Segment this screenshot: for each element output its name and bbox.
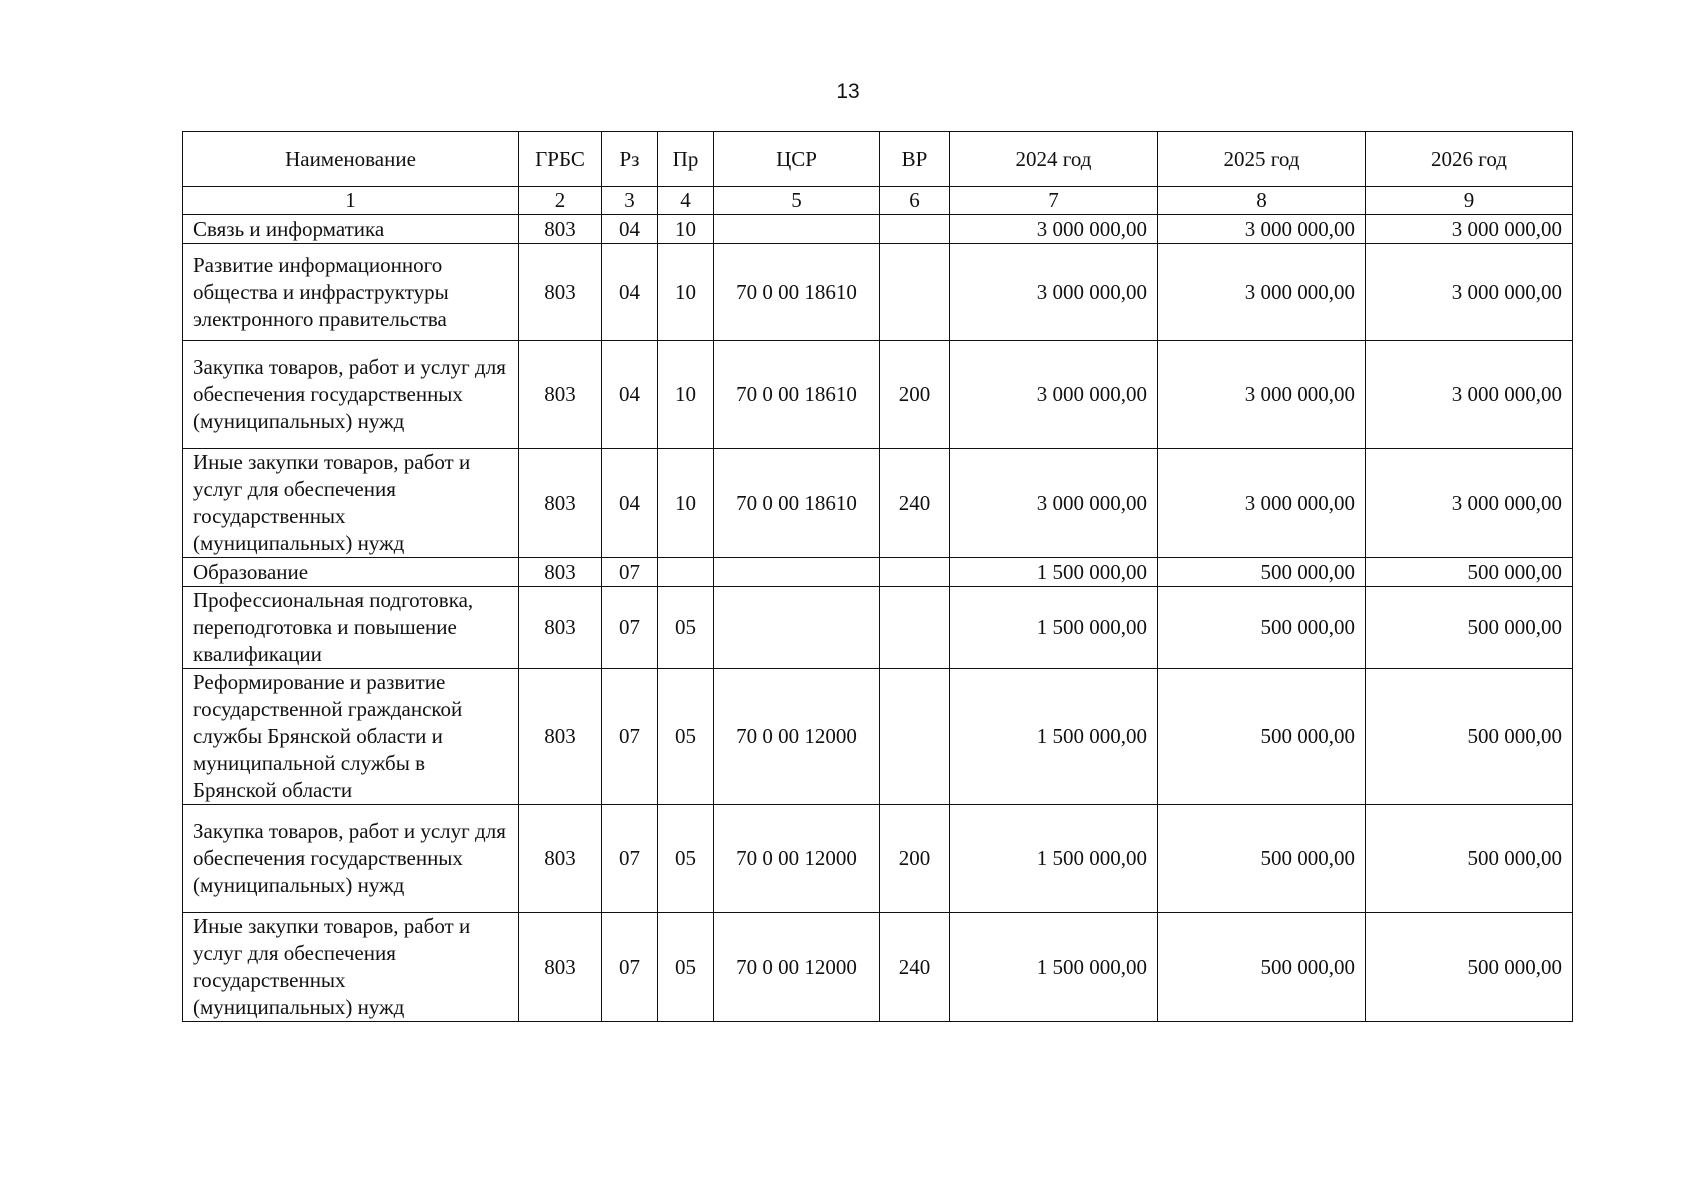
column-number: 4	[658, 187, 714, 215]
row-name: Закупка товаров, работ и услуг для обеспечения государственных (муниципальных) нужд	[183, 805, 519, 913]
row-rz: 04	[602, 449, 658, 558]
row-amount-2024: 1 500 000,00	[950, 805, 1158, 913]
row-amount-2025: 500 000,00	[1158, 805, 1366, 913]
row-name: Развитие информационного общества и инфраструктуры электронного правительства	[183, 244, 519, 341]
page-number: 13	[836, 80, 860, 103]
row-amount-2026: 3 000 000,00	[1366, 341, 1573, 449]
column-number: 5	[714, 187, 880, 215]
header-csr: ЦСР	[714, 132, 880, 187]
row-grbs: 803	[519, 669, 602, 805]
row-amount-2026: 3 000 000,00	[1366, 449, 1573, 558]
header-row	[183, 132, 1573, 187]
row-vr	[880, 558, 950, 587]
row-amount-2024: 3 000 000,00	[950, 244, 1158, 341]
column-number: 9	[1366, 187, 1573, 215]
row-name: Закупка товаров, работ и услуг для обеспечения государственных (муниципальных) нужд	[183, 341, 519, 449]
row-rz: 07	[602, 558, 658, 587]
row-name: Образование	[183, 558, 519, 587]
row-amount-2026: 3 000 000,00	[1366, 244, 1573, 341]
row-amount-2025: 3 000 000,00	[1158, 215, 1366, 244]
table-row	[183, 341, 1573, 449]
row-pr: 10	[658, 449, 714, 558]
row-amount-2024: 1 500 000,00	[950, 558, 1158, 587]
row-amount-2025: 500 000,00	[1158, 558, 1366, 587]
row-amount-2026: 500 000,00	[1366, 913, 1573, 1022]
column-number: 7	[950, 187, 1158, 215]
row-vr: 200	[880, 341, 950, 449]
row-amount-2024: 3 000 000,00	[950, 449, 1158, 558]
row-grbs: 803	[519, 215, 602, 244]
row-name: Реформирование и развитие государственной гражданской службы Брянской области и муниципальной службы в Брянской области	[183, 669, 519, 805]
row-grbs: 803	[519, 805, 602, 913]
column-number-row	[183, 187, 1573, 215]
row-amount-2026: 3 000 000,00	[1366, 215, 1573, 244]
row-amount-2024: 1 500 000,00	[950, 587, 1158, 669]
column-number: 3	[602, 187, 658, 215]
row-name: Профессиональная подготовка, переподготовка и повышение квалификации	[183, 587, 519, 669]
row-csr	[714, 558, 880, 587]
row-amount-2026: 500 000,00	[1366, 587, 1573, 669]
row-pr: 05	[658, 805, 714, 913]
column-number: 6	[880, 187, 950, 215]
row-pr: 05	[658, 669, 714, 805]
table-row	[183, 913, 1573, 1022]
row-grbs: 803	[519, 587, 602, 669]
row-pr: 10	[658, 244, 714, 341]
row-vr	[880, 215, 950, 244]
table-row	[183, 587, 1573, 669]
row-vr: 240	[880, 449, 950, 558]
row-rz: 07	[602, 669, 658, 805]
row-amount-2024: 1 500 000,00	[950, 669, 1158, 805]
row-pr: 10	[658, 341, 714, 449]
row-amount-2025: 3 000 000,00	[1158, 244, 1366, 341]
table-row	[183, 215, 1573, 244]
row-amount-2026: 500 000,00	[1366, 558, 1573, 587]
header-name: Наименование	[183, 132, 519, 187]
header-grbs: ГРБС	[519, 132, 602, 187]
row-rz: 04	[602, 244, 658, 341]
row-csr: 70 0 00 18610	[714, 244, 880, 341]
row-csr: 70 0 00 18610	[714, 449, 880, 558]
header-pr: Пр	[658, 132, 714, 187]
row-pr: 05	[658, 913, 714, 1022]
row-grbs: 803	[519, 558, 602, 587]
row-name: Иные закупки товаров, работ и услуг для обеспечения государственных (муниципальных) нужд	[183, 913, 519, 1022]
header-2026: 2026 год	[1366, 132, 1573, 187]
row-amount-2024: 3 000 000,00	[950, 341, 1158, 449]
row-csr: 70 0 00 18610	[714, 341, 880, 449]
row-amount-2026: 500 000,00	[1366, 669, 1573, 805]
row-amount-2024: 3 000 000,00	[950, 215, 1158, 244]
row-amount-2025: 3 000 000,00	[1158, 449, 1366, 558]
header-2025: 2025 год	[1158, 132, 1366, 187]
row-grbs: 803	[519, 449, 602, 558]
table-row	[183, 449, 1573, 558]
column-number: 8	[1158, 187, 1366, 215]
row-grbs: 803	[519, 244, 602, 341]
row-amount-2025: 500 000,00	[1158, 913, 1366, 1022]
row-rz: 07	[602, 587, 658, 669]
row-vr: 200	[880, 805, 950, 913]
row-amount-2025: 3 000 000,00	[1158, 341, 1366, 449]
row-grbs: 803	[519, 341, 602, 449]
column-number: 2	[519, 187, 602, 215]
row-vr	[880, 244, 950, 341]
row-amount-2025: 500 000,00	[1158, 587, 1366, 669]
table-row	[183, 558, 1573, 587]
row-csr: 70 0 00 12000	[714, 805, 880, 913]
budget-table	[182, 131, 1573, 1022]
row-rz: 07	[602, 913, 658, 1022]
row-amount-2024: 1 500 000,00	[950, 913, 1158, 1022]
row-csr: 70 0 00 12000	[714, 669, 880, 805]
row-name: Связь и информатика	[183, 215, 519, 244]
row-rz: 07	[602, 805, 658, 913]
row-rz: 04	[602, 341, 658, 449]
table-row	[183, 244, 1573, 341]
row-csr	[714, 215, 880, 244]
row-vr	[880, 669, 950, 805]
row-pr: 10	[658, 215, 714, 244]
row-amount-2025: 500 000,00	[1158, 669, 1366, 805]
header-rz: Рз	[602, 132, 658, 187]
row-grbs: 803	[519, 913, 602, 1022]
table-row	[183, 669, 1573, 805]
row-rz: 04	[602, 215, 658, 244]
row-amount-2026: 500 000,00	[1366, 805, 1573, 913]
row-csr: 70 0 00 12000	[714, 913, 880, 1022]
row-vr: 240	[880, 913, 950, 1022]
row-name: Иные закупки товаров, работ и услуг для обеспечения государственных (муниципальных) нужд	[183, 449, 519, 558]
row-pr: 05	[658, 587, 714, 669]
header-vr: ВР	[880, 132, 950, 187]
table-row	[183, 805, 1573, 913]
row-csr	[714, 587, 880, 669]
header-2024: 2024 год	[950, 132, 1158, 187]
row-vr	[880, 587, 950, 669]
row-pr	[658, 558, 714, 587]
column-number: 1	[183, 187, 519, 215]
